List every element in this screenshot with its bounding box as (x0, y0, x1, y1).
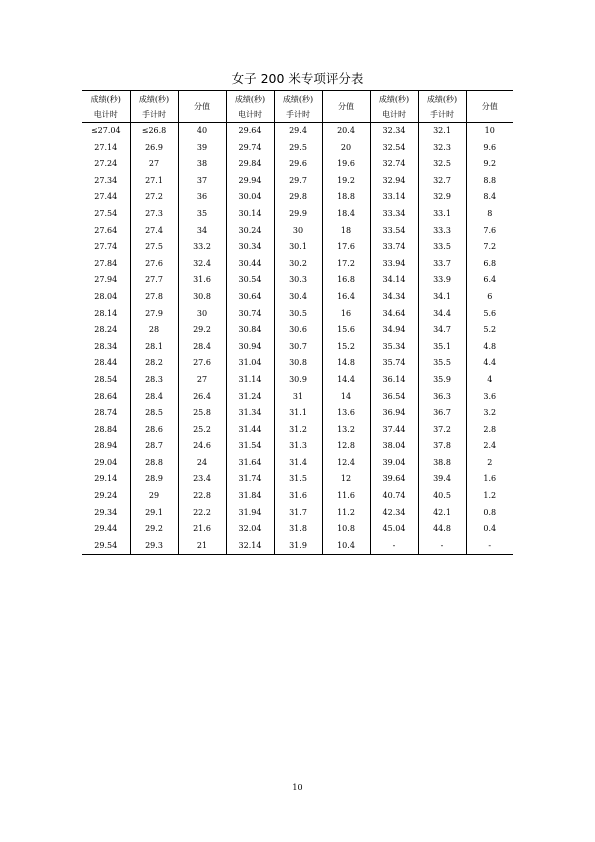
table-cell: 31.04 (226, 355, 274, 372)
table-cell: 28.74 (94, 408, 118, 418)
table-cell: 28.84 (94, 424, 118, 434)
table-cell: 3.6 (466, 389, 513, 406)
table-cell: 31.64 (226, 455, 274, 472)
table-cell: 27.94 (94, 275, 118, 285)
table-cell: 33.2 (178, 239, 226, 256)
table-cell: 30.14 (226, 206, 274, 223)
table-cell: 32.14 (226, 538, 274, 555)
table-cell: 30.24 (226, 223, 274, 240)
table-cell: 18.8 (322, 189, 370, 206)
table-cell: 25.8 (178, 405, 226, 422)
table-cell: 30.34 (226, 239, 274, 256)
table-cell: 27.54 (94, 208, 118, 218)
header-cell (370, 91, 418, 123)
table-cell: 26.9 (130, 140, 178, 157)
table-cell: 42.1 (418, 505, 466, 522)
table-cell: 10 (466, 123, 513, 140)
header-line: 电计时 (238, 109, 262, 119)
table-cell: 36.94 (370, 405, 418, 422)
table-cell: 27.8 (130, 289, 178, 306)
table-row (82, 405, 513, 422)
table-cell: 31.1 (274, 405, 322, 422)
table-cell: 2.4 (466, 438, 513, 455)
table-row (82, 488, 513, 505)
table-cell: 42.34 (370, 505, 418, 522)
table-cell: 9.6 (466, 140, 513, 157)
table-cell: 27.2 (130, 189, 178, 206)
table-row (82, 455, 513, 472)
table-cell: 25.2 (178, 422, 226, 439)
table-cell: 27.1 (130, 173, 178, 190)
table-cell: 12 (322, 471, 370, 488)
table-cell: 34.4 (418, 306, 466, 323)
table-cell: 36.7 (418, 405, 466, 422)
table-row (82, 339, 513, 356)
table-cell: 34.7 (418, 322, 466, 339)
table-cell: 31.84 (226, 488, 274, 505)
table-cell: 35.5 (418, 355, 466, 372)
table-cell: 29.3 (130, 538, 178, 555)
table-cell: 17.6 (322, 239, 370, 256)
table-row (82, 173, 513, 190)
table-cell: 4 (466, 372, 513, 389)
table-cell: 32.3 (418, 140, 466, 157)
table-row (82, 422, 513, 439)
table-cell: 3.2 (466, 405, 513, 422)
table-cell: 29.14 (94, 474, 118, 484)
table-cell: 28.5 (130, 405, 178, 422)
table-cell: 8.4 (466, 189, 513, 206)
table-cell: 14.8 (322, 355, 370, 372)
table-cell: 6.8 (466, 256, 513, 273)
table-cell: 32.94 (370, 173, 418, 190)
table-cell: 33.14 (370, 189, 418, 206)
table-cell: 45.04 (370, 521, 418, 538)
table-cell: 31.3 (274, 438, 322, 455)
table-cell: 22.8 (178, 488, 226, 505)
table-cell: 31.6 (274, 488, 322, 505)
table-cell: 35.1 (418, 339, 466, 356)
table-cell: 29.2 (178, 322, 226, 339)
table-cell: 27.7 (130, 272, 178, 289)
table-cell: 30.5 (274, 306, 322, 323)
table-cell: 30.54 (226, 272, 274, 289)
table-cell: 27 (130, 156, 178, 173)
table-row (82, 538, 513, 555)
table-cell: 30.7 (274, 339, 322, 356)
table-cell: 13.2 (322, 422, 370, 439)
table-cell: 20 (322, 140, 370, 157)
header-row (82, 91, 513, 123)
table-cell: 31.34 (226, 405, 274, 422)
table-cell: 38 (178, 156, 226, 173)
table-cell: 29.8 (274, 189, 322, 206)
table-cell: 30 (178, 306, 226, 323)
table-row (82, 355, 513, 372)
table-cell: 7.6 (466, 223, 513, 240)
header-cell (418, 91, 466, 123)
table-cell: 29.5 (274, 140, 322, 157)
table-row (82, 272, 513, 289)
table-cell: 28.64 (94, 391, 118, 401)
header-line: 成绩(秒) (426, 94, 458, 104)
table-cell: 6.4 (466, 272, 513, 289)
table-cell: 30.44 (226, 256, 274, 273)
table-cell: 19.2 (322, 173, 370, 190)
table-cell: 4.4 (466, 355, 513, 372)
table-cell: 2.8 (466, 422, 513, 439)
table-row (82, 471, 513, 488)
table-cell: 5.2 (466, 322, 513, 339)
table-cell: 32.74 (370, 156, 418, 173)
table-cell: 33.74 (370, 239, 418, 256)
table-cell: 31.74 (226, 471, 274, 488)
table-cell: 24.6 (178, 438, 226, 455)
table-cell: 30.6 (274, 322, 322, 339)
table-cell: 12.4 (322, 455, 370, 472)
table-cell: 37.2 (418, 422, 466, 439)
table-cell: 39.04 (370, 455, 418, 472)
table-cell: 33.3 (418, 223, 466, 240)
table-cell: 29 (130, 488, 178, 505)
table-cell: - (370, 538, 418, 555)
table-cell: 32.5 (418, 156, 466, 173)
table-body (82, 123, 513, 555)
table-cell: 31.8 (274, 521, 322, 538)
table-cell: 40.74 (370, 488, 418, 505)
table-cell: 1.6 (466, 471, 513, 488)
header-cell (178, 91, 226, 123)
table-cell: 31.44 (226, 422, 274, 439)
table-cell: 30.8 (178, 289, 226, 306)
table-cell: 30.94 (226, 339, 274, 356)
table-cell: 35.34 (370, 339, 418, 356)
table-cell: 31.5 (274, 471, 322, 488)
table-cell: 28.04 (94, 291, 118, 301)
header-line: 手计时 (142, 109, 166, 119)
table-cell: 32.1 (418, 123, 466, 140)
table-cell: 15.2 (322, 339, 370, 356)
table-cell: 32.54 (370, 140, 418, 157)
table-cell: 28.2 (130, 355, 178, 372)
table-cell: 28.94 (94, 441, 118, 451)
header-line: 分值 (338, 102, 354, 111)
table-cell: 33.94 (370, 256, 418, 273)
table-cell: 34.94 (370, 322, 418, 339)
table-cell: 27.74 (94, 242, 118, 252)
table-cell: 36.3 (418, 389, 466, 406)
table-cell: 30.4 (274, 289, 322, 306)
table-cell: 31.9 (274, 538, 322, 555)
table-cell: 29.24 (94, 491, 118, 501)
table-cell: 23.4 (178, 471, 226, 488)
table-cell: 31.94 (226, 505, 274, 522)
table-cell: 31.6 (178, 272, 226, 289)
table-cell: 32.9 (418, 189, 466, 206)
table-cell: 33.34 (370, 206, 418, 223)
table-cell: 30.3 (274, 272, 322, 289)
table-cell: 31 (274, 389, 322, 406)
table-cell: 30.8 (274, 355, 322, 372)
table-cell: 34 (178, 223, 226, 240)
table-cell: 29.54 (82, 538, 130, 555)
table-cell: 12.8 (322, 438, 370, 455)
table-cell: 32.7 (418, 173, 466, 190)
table-row (82, 239, 513, 256)
table-cell: 35.74 (370, 355, 418, 372)
table-cell: 30.9 (274, 372, 322, 389)
header-line: 成绩(秒) (138, 94, 170, 104)
table-cell: 27.3 (130, 206, 178, 223)
table-cell: 34.34 (370, 289, 418, 306)
table-row (82, 521, 513, 538)
table-cell: 27.6 (130, 256, 178, 273)
table-cell: 28.54 (94, 374, 118, 384)
table-cell: 29.44 (94, 524, 118, 534)
table-cell: 28.9 (130, 471, 178, 488)
table-cell: 21 (178, 538, 226, 555)
table-cell: 36.14 (370, 372, 418, 389)
table-row (82, 306, 513, 323)
table-cell: 28.34 (94, 341, 118, 351)
header-cell (82, 91, 130, 123)
table-cell: 7.2 (466, 239, 513, 256)
table-cell: 35 (178, 206, 226, 223)
table-cell: 30.1 (274, 239, 322, 256)
table-cell: 29.4 (274, 123, 322, 140)
header-cell (274, 91, 322, 123)
table-cell: 27.5 (130, 239, 178, 256)
table-cell: 34.64 (370, 306, 418, 323)
table-cell: 10.4 (322, 538, 370, 555)
table-cell: 28.14 (94, 308, 118, 318)
table-cell: 27.64 (94, 225, 118, 235)
table-row (82, 438, 513, 455)
table-cell: 29.04 (94, 457, 118, 467)
table-cell: 11.6 (322, 488, 370, 505)
table-cell: 27 (178, 372, 226, 389)
table-cell: 20.4 (322, 123, 370, 140)
table-cell: 29.6 (274, 156, 322, 173)
table-cell: 44.8 (418, 521, 466, 538)
table-cell: 26.4 (178, 389, 226, 406)
table-cell: 29.64 (226, 123, 274, 140)
table-cell: 33.5 (418, 239, 466, 256)
table-cell: 8 (466, 206, 513, 223)
header-cell (226, 91, 274, 123)
table-cell: 10.8 (322, 521, 370, 538)
header-line: 成绩(秒) (282, 94, 314, 104)
table-cell: 27.44 (94, 192, 118, 202)
table-cell: 6 (466, 289, 513, 306)
table-row (82, 322, 513, 339)
table-row (82, 389, 513, 406)
table-cell: 34.1 (418, 289, 466, 306)
table-cell: 33.9 (418, 272, 466, 289)
table-cell: 28.44 (94, 358, 118, 368)
table-cell: 31.14 (226, 372, 274, 389)
table-cell: 28 (130, 322, 178, 339)
table-cell: 30.64 (226, 289, 274, 306)
table-cell: 16.8 (322, 272, 370, 289)
header-line: 分值 (194, 102, 210, 111)
table-row (82, 223, 513, 240)
table-cell: 27.84 (94, 258, 118, 268)
header-cell (322, 91, 370, 123)
table-cell: 29.7 (274, 173, 322, 190)
table-cell: 22.2 (178, 505, 226, 522)
table-row (82, 189, 513, 206)
table-cell: 28.8 (130, 455, 178, 472)
table-cell: 31.2 (274, 422, 322, 439)
table-cell: 32.4 (178, 256, 226, 273)
table-row (82, 505, 513, 522)
header-cell (466, 91, 513, 123)
header-line: 成绩(秒) (378, 94, 410, 104)
table-cell: 29.34 (94, 507, 118, 517)
table-row (82, 206, 513, 223)
table-cell: 38.8 (418, 455, 466, 472)
table-cell: 31.7 (274, 505, 322, 522)
table-cell: 28.4 (130, 389, 178, 406)
score-table (82, 90, 513, 555)
table-cell: 28.6 (130, 422, 178, 439)
page-title: 女子 200 米专项评分表 (231, 71, 364, 86)
table-cell: 27.6 (178, 355, 226, 372)
table-cell: 29.74 (226, 140, 274, 157)
table-cell: 29.94 (226, 173, 274, 190)
table-cell: 11.2 (322, 505, 370, 522)
table-cell: 15.6 (322, 322, 370, 339)
header-line: 成绩(秒) (234, 94, 266, 104)
table-cell: ≤27.04 (90, 126, 121, 135)
table-cell: 31.54 (226, 438, 274, 455)
table-cell: 27.24 (94, 159, 118, 169)
table-cell: 39.4 (418, 471, 466, 488)
table-cell: 16 (322, 306, 370, 323)
table-cell: 33.1 (418, 206, 466, 223)
table-cell: - (418, 538, 466, 555)
table-cell: 28.3 (130, 372, 178, 389)
table-cell: 32.04 (226, 521, 274, 538)
table-cell: 31.4 (274, 455, 322, 472)
table-cell: 21.6 (178, 521, 226, 538)
table-cell: 27.9 (130, 306, 178, 323)
table-cell: 27.14 (94, 142, 118, 152)
header-line: 手计时 (286, 109, 310, 119)
table-cell: 39.64 (370, 471, 418, 488)
table-cell: 38.04 (370, 438, 418, 455)
table-cell: 29.84 (226, 156, 274, 173)
table-cell: 30.74 (226, 306, 274, 323)
table-cell: 5.6 (466, 306, 513, 323)
table-cell: 18.4 (322, 206, 370, 223)
table-cell: 37.44 (370, 422, 418, 439)
table-row (82, 256, 513, 273)
header-line: 手计时 (430, 109, 454, 119)
table-row (82, 123, 513, 140)
table-cell: 18 (322, 223, 370, 240)
table-cell: 33.7 (418, 256, 466, 273)
page-number: 10 (292, 783, 303, 792)
table-cell: 16.4 (322, 289, 370, 306)
header-line: 分值 (481, 102, 498, 111)
table-row (82, 372, 513, 389)
table-cell: 39 (178, 140, 226, 157)
table-cell: 30 (274, 223, 322, 240)
table-cell: 17.2 (322, 256, 370, 273)
table-cell: 13.6 (322, 405, 370, 422)
table-row (82, 156, 513, 173)
table-header (82, 91, 513, 123)
table-cell: - (466, 538, 513, 555)
table-cell: ≤26.8 (130, 123, 178, 140)
table-row (82, 140, 513, 157)
table-cell: 14 (322, 389, 370, 406)
table-cell: 29.1 (130, 505, 178, 522)
table-cell: 29.2 (130, 521, 178, 538)
table-cell: 40 (178, 123, 226, 140)
table-cell: 0.4 (466, 521, 513, 538)
table-cell: 28.1 (130, 339, 178, 356)
table-cell: 31.24 (226, 389, 274, 406)
table-cell: 24 (178, 455, 226, 472)
table-cell: 28.4 (178, 339, 226, 356)
table-cell: 28.24 (94, 325, 118, 335)
table-cell: 32.34 (370, 123, 418, 140)
table-cell: 1.2 (466, 488, 513, 505)
header-line: 电计时 (93, 109, 118, 119)
table-cell: 33.54 (370, 223, 418, 240)
header-line: 电计时 (382, 109, 406, 119)
table-cell: 28.7 (130, 438, 178, 455)
table-cell: 29.9 (274, 206, 322, 223)
header-line: 成绩(秒) (90, 94, 121, 104)
table-cell: 37.8 (418, 438, 466, 455)
table-cell: 14.4 (322, 372, 370, 389)
table-cell: 35.9 (418, 372, 466, 389)
table-cell: 36.54 (370, 389, 418, 406)
table-cell: 36 (178, 189, 226, 206)
table-cell: 27.34 (94, 175, 118, 185)
table-cell: 4.8 (466, 339, 513, 356)
table-cell: 2 (466, 455, 513, 472)
table-cell: 30.2 (274, 256, 322, 273)
table-cell: 8.8 (466, 173, 513, 190)
table-cell: 30.84 (226, 322, 274, 339)
table-cell: 19.6 (322, 156, 370, 173)
header-cell (130, 91, 178, 123)
table-cell: 40.5 (418, 488, 466, 505)
table-row (82, 289, 513, 306)
table-cell: 30.04 (226, 189, 274, 206)
table-cell: 9.2 (466, 156, 513, 173)
table-cell: 37 (178, 173, 226, 190)
table-cell: 27.4 (130, 223, 178, 240)
table-cell: 0.8 (466, 505, 513, 522)
table-cell: 34.14 (370, 272, 418, 289)
